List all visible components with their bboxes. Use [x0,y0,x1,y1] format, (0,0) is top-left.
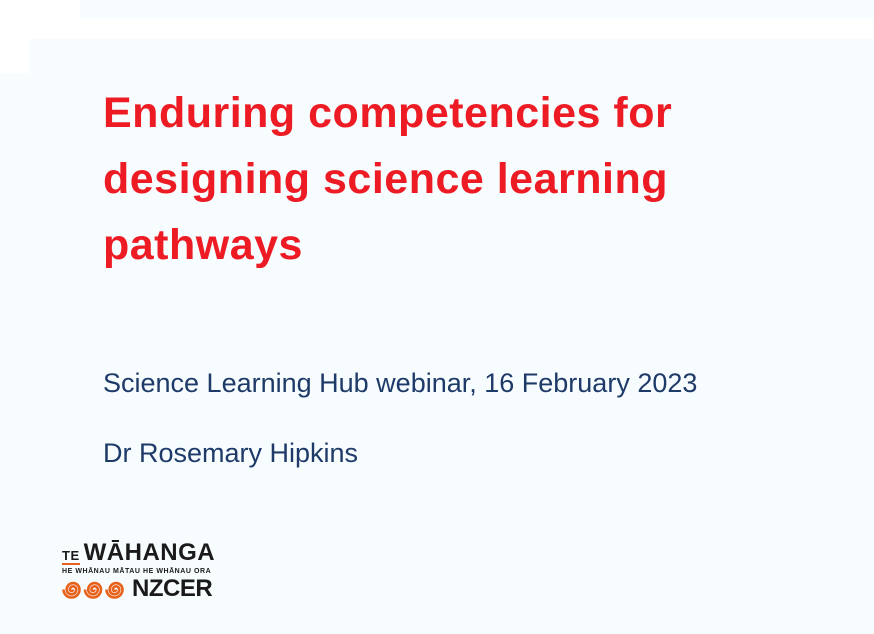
slide-subtitle: Science Learning Hub webinar, 16 February 2023 [103,368,698,398]
logo-row-nzcer [62,577,215,601]
koru-spirals-icon [62,578,126,601]
nzcer-logo [62,541,215,601]
slide-title-line-2: designing science learning [103,155,668,203]
logo-te-prefix: TE [62,548,80,563]
nzcer-wordmark: NZCER [132,575,213,602]
slide-author: Dr Rosemary Hipkins [103,438,359,468]
slide-title [103,80,843,278]
slide-title-line-3: pathways [103,221,303,269]
logo-row-wahanga [62,541,215,565]
top-left-white-block [0,0,80,19]
logo-tagline: HE WHĀNAU MĀTAU HE WHĀNAU ORA [62,568,212,575]
slide-title-line-1: Enduring competencies for [103,89,673,137]
left-white-strip [0,39,29,73]
top-white-strip [0,18,874,39]
logo-wahanga-text: WĀHANGA [83,539,216,566]
